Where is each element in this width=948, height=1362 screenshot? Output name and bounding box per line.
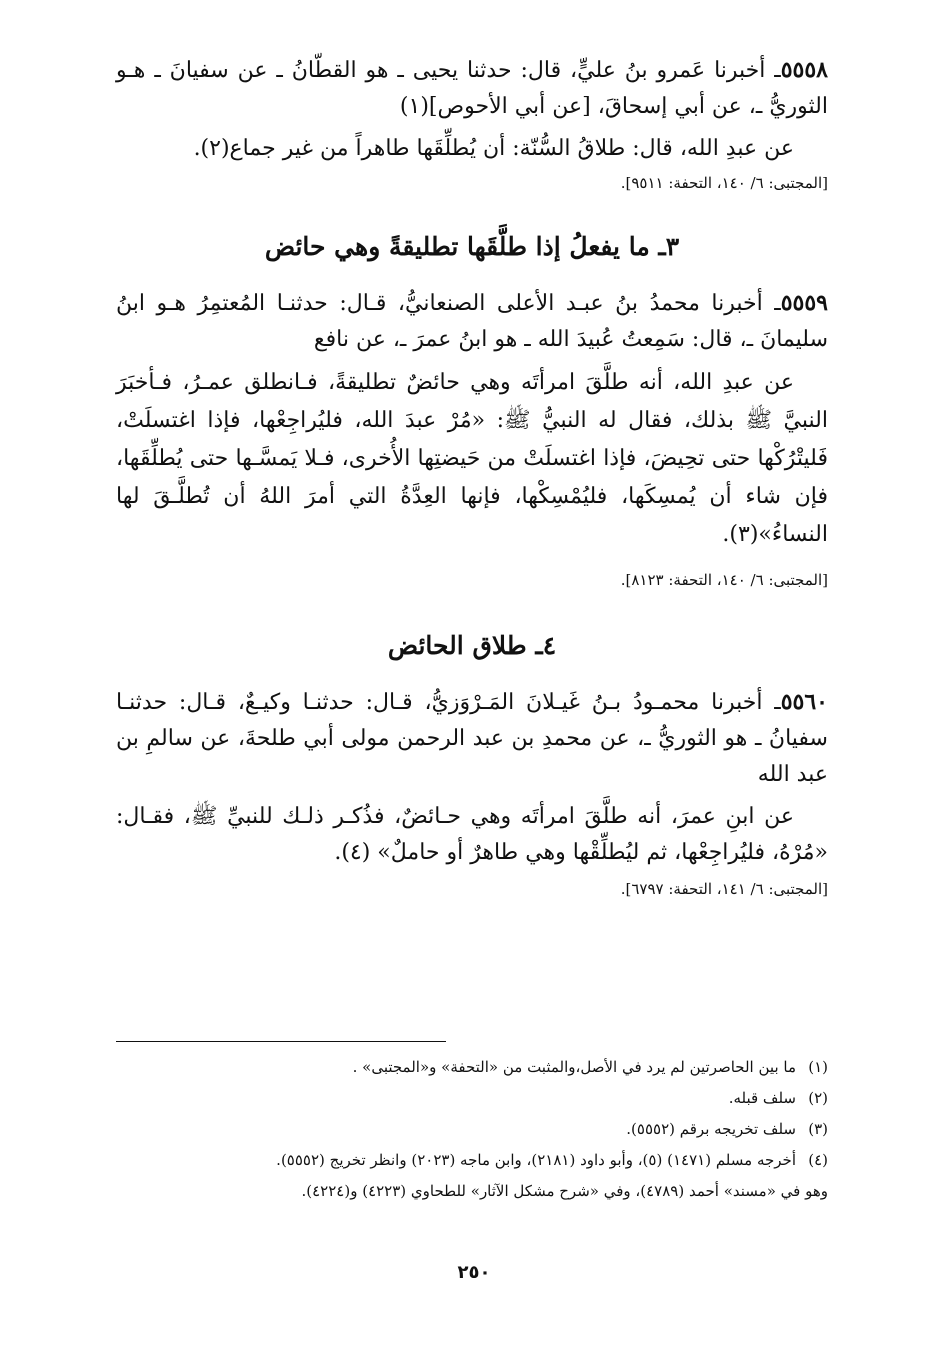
footnote-divider [116, 1041, 446, 1042]
footnote-number: (٣) [808, 1120, 828, 1138]
footnote-text: ما بين الحاصرتين لم يرد في الأصل،والمثبت من «التحفة» و«المجتبى» . [352, 1058, 796, 1076]
footnote-text: سلف تخريجه برقم (٥٥٥٢). [626, 1120, 796, 1138]
hadith-5559-matn: عن عبدِ الله، أنه طلَّقَ امرأتَه وهي حائضٌ تطليقةً، فـانطلق عمـرُ، فـأخبَرَ النبيَّ ﷺ بذلك، فقال له النبيُّ ﷺ: «مُرْ عبدَ الله، فليُراجِعْها، فإذا اغتسلَتْ، فَليتْرُكْها حتى تحِيضَ، فإذا اغتسلَتْ من حَيضتِها الأُخرى، فـلا يَمسَّـها حتى يُطلِّقَها، فإن شاء أن يُمسِكَها، فليُمْسِكْها، فإنها العِدَّةُ التي أمرَ اللهُ أن تُطلَّـقَ لها النساءُ»(٣). [116, 370, 828, 547]
footnote-number: (١) [808, 1058, 828, 1076]
hadith-5560-reference: [المجتبى: ٦/ ١٤١، التحفة: ٦٧٩٧]. [620, 880, 828, 898]
footnotes [116, 1052, 828, 1207]
section-3-title: ٣ـ ما يفعلُ إذا طلَّقَها تطليقةً وهي حائض [264, 232, 680, 261]
footnote-text: سلف قبله. [728, 1089, 796, 1107]
section-4-title: ٤ـ طلاق الحائض [387, 631, 557, 660]
hadith-5560-matn: عن ابنِ عمرَ، أنه طلَّقَ امرأتَه وهي حـائضٌ، فذُكـر ذلـك للنبيِّ ﷺ، فقـال: «مُرْهُ، فليُراجِعْها، ثم ليُطلِّقْها وهي طاهرٌ أو حاملٌ» (٤). [116, 804, 828, 865]
footnote-4 [116, 1145, 828, 1176]
isnad-text: ـ أخبرنا محمـودُ بـنُ غَيـلانَ المَـرْوَزيُّ، قـال: حدثنـا وكيـعٌ، قـال: حدثنـا سفيانُ ـ هو الثوريُّ ـ، عن محمدِ بن عبد الرحمن مولى أبي طلحةَ، عن سالمِ بن عبد الله [116, 690, 828, 787]
hadith-5560-isnad [116, 684, 828, 793]
hadith-5558-matn: عن عبدِ الله، قال: طلاقُ السُّنّة: أن يُطلِّقَها طاهراً من غير جماع(٢). [193, 136, 794, 161]
page-body [116, 52, 828, 901]
footnote-number: (٤) [808, 1151, 828, 1169]
hadith-number: ٥٥٦٠ [780, 689, 828, 715]
hadith-5558-reference: [المجتبى: ٦/ ١٤٠، التحفة: ٩٥١١]. [620, 174, 828, 192]
page-number: ٢٥٠ [457, 1262, 491, 1283]
footnote-3 [116, 1114, 828, 1145]
hadith-number: ٥٥٥٨ [780, 57, 828, 83]
footnote-1 [116, 1052, 828, 1083]
footnote-text: أخرجه مسلم (١٤٧١) (٥)، وأبو داود (٢١٨١)، وابن ماجه (٢٠٢٣) وانظر تخريج (٥٥٥٢). [276, 1151, 796, 1169]
footnote-4-continued [116, 1176, 828, 1207]
isnad-text: ـ أخبرنا عَمرو بنُ عليٍّ، قال: حدثنا يحيى ـ هو القطّانُ ـ عن سفيانَ ـ هـو الثوريُّ ـ، عن أبي إسحاقَ، [عن أبي الأحوص](١) [116, 58, 828, 119]
footnote-number: (٢) [808, 1089, 828, 1107]
isnad-text: ـ أخبرنا محمدُ بنُ عبـد الأعلى الصنعانيُّ، قـال: حدثنـا المُعتمِرُ هـو ابنُ سليمانَ ـ، قال: سَمِعتُ عُبيدَ الله ـ هو ابنُ عمرَ ـ، عن نافع [116, 291, 828, 352]
hadith-5559-reference: [المجتبى: ٦/ ١٤٠، التحفة: ٨١٢٣]. [620, 571, 828, 589]
footnote-2 [116, 1083, 828, 1114]
hadith-5559-isnad [116, 285, 828, 358]
footnote-text: وهو في «مسند» أحمد (٤٧٨٩)، وفي «شرح مشكل الآثار» للطحاوي (٤٢٢٣) و(٤٢٢٤). [301, 1182, 828, 1200]
hadith-5558-isnad [116, 52, 828, 125]
hadith-number: ٥٥٥٩ [780, 290, 828, 316]
